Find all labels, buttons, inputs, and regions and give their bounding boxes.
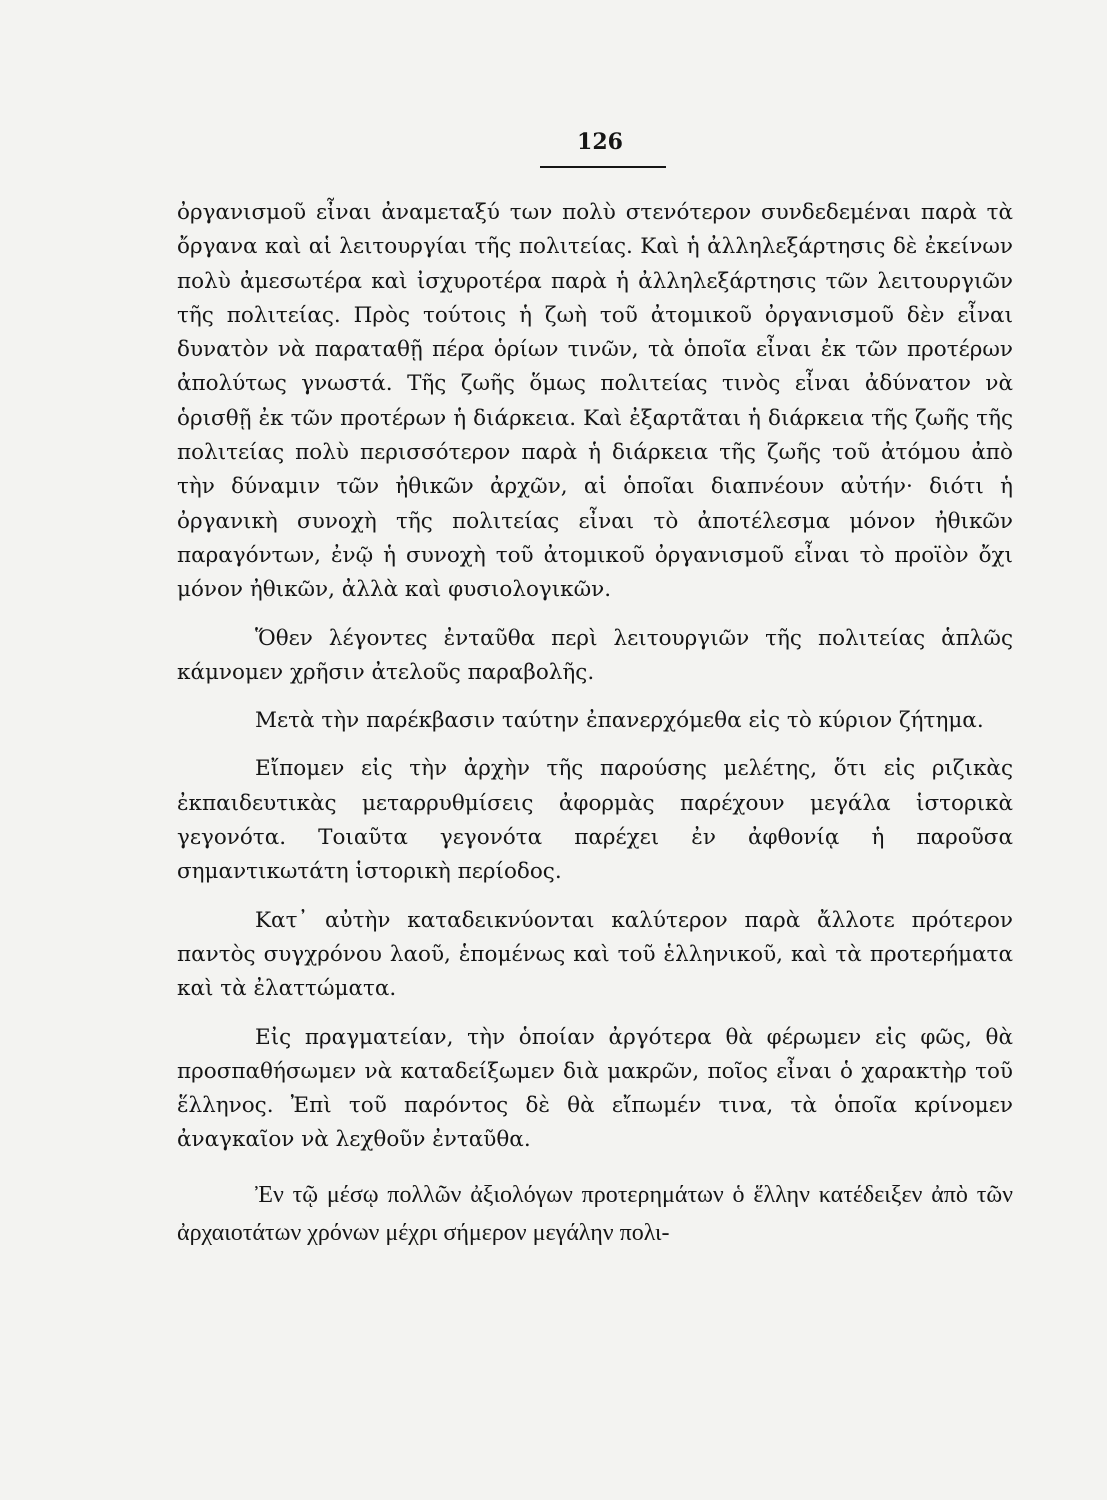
paragraph-7: Ἐν τῷ μέσῳ πολλῶν ἀξιολόγων προτερημάτων ὁ ἕλλην κατέδειξεν ἀπὸ τῶν ἀρχαιοτάτων χρόνων μέχρι σήμερον μεγάλην πολι- bbox=[177, 1181, 1013, 1246]
page-number-rule bbox=[540, 166, 666, 168]
paragraph-3: Μετὰ τὴν παρέκβασιν ταύτην ἐπανερχόμεθα εἰς τὸ κύριον ζήτημα. bbox=[255, 708, 984, 734]
body-text bbox=[177, 196, 1013, 1252]
paragraph-1: ὀργανισμοῦ εἶναι ἀναμεταξύ των πολὺ στενότερον συνδεδεμέναι παρὰ τὰ ὄργανα καὶ αἱ λειτουργίαι τῆς πολιτείας. Καὶ ἡ ἀλληλεξάρτησις δὲ ἐκείνων πολὺ ἀμεσωτέρα καὶ ἰσχυροτέρα παρὰ ἡ ἀλληλεξάρτησις τῶν λειτουργιῶν τῆς πολιτείας. Πρὸς τούτοις ἡ ζωὴ τοῦ ἀτομικοῦ ὀργανισμοῦ δὲν εἶναι δυνατὸν νὰ παραταθῇ πέρα ὁρίων τινῶν, τὰ ὁποῖα εἶναι ἐκ τῶν προτέρων ἀπολύτως γνωστά. Τῆς ζωῆς ὅμως πολιτείας τινὸς εἶναι ἀδύνατον νὰ ὁρισθῇ ἐκ τῶν προτέρων ἡ διάρκεια. Καὶ ἐξαρτᾶται ἡ διάρκεια τῆς ζωῆς τῆς πολιτείας πολὺ περισσότερον παρὰ ἡ διάρκεια τῆς ζωῆς τοῦ ἀτόμου ἀπὸ τὴν δύναμιν τῶν ἠθικῶν ἀρχῶν, αἱ ὁποῖαι διαπνέουν αὐτήν· διότι ἡ ὀργανικὴ συνοχὴ τῆς πολιτείας εἶναι τὸ ἀποτέλεσμα μόνον ἠθικῶν παραγόντων, ἐνῷ ἡ συνοχὴ τοῦ ἀτομικοῦ ὀργανισμοῦ εἶναι τὸ προϊὸν ὄχι μόνον ἠθικῶν, ἀλλὰ καὶ φυσιολογικῶν. bbox=[177, 200, 1013, 603]
paragraph-5: Κατ᾽ αὐτὴν καταδεικνύονται καλύτερον παρὰ ἄλλοτε πρότερον παντὸς συγχρόνου λαοῦ, ἑπομένως καὶ τοῦ ἑλληνικοῦ, καὶ τὰ προτερήματα καὶ τὰ ἐλαττώματα. bbox=[177, 907, 1013, 1002]
paragraph-2: Ὅθεν λέγοντες ἐνταῦθα περὶ λειτουργιῶν τῆς πολιτείας ἁπλῶς κάμνομεν χρῆσιν ἀτελοῦς παραβολῆς. bbox=[177, 625, 1013, 685]
paragraph-6: Εἰς πραγματείαν, τὴν ὁποίαν ἀργότερα θὰ φέρωμεν εἰς φῶς, θὰ προσπαθήσωμεν νὰ καταδείξωμεν διὰ μακρῶν, ποῖος εἶναι ὁ χαρακτὴρ τοῦ ἕλληνος. Ἐπὶ τοῦ παρόντος δὲ θὰ εἴπωμέν τινα, τὰ ὁποῖα κρίνομεν ἀναγκαῖον νὰ λεχθοῦν ἐνταῦθα. bbox=[177, 1024, 1013, 1153]
page-number: 126 bbox=[577, 129, 623, 155]
paragraph-4: Εἴπομεν εἰς τὴν ἀρχὴν τῆς παρούσης μελέτης, ὅτι εἰς ριζικὰς ἐκπαιδευτικὰς μεταρρυθμίσεις ἀφορμὰς παρέχουν μεγάλα ἱστορικὰ γεγονότα. Τοιαῦτα γεγονότα παρέχει ἐν ἀφθονίᾳ ἡ παροῦσα σημαντικωτάτη ἱστορικὴ περίοδος. bbox=[177, 756, 1013, 885]
